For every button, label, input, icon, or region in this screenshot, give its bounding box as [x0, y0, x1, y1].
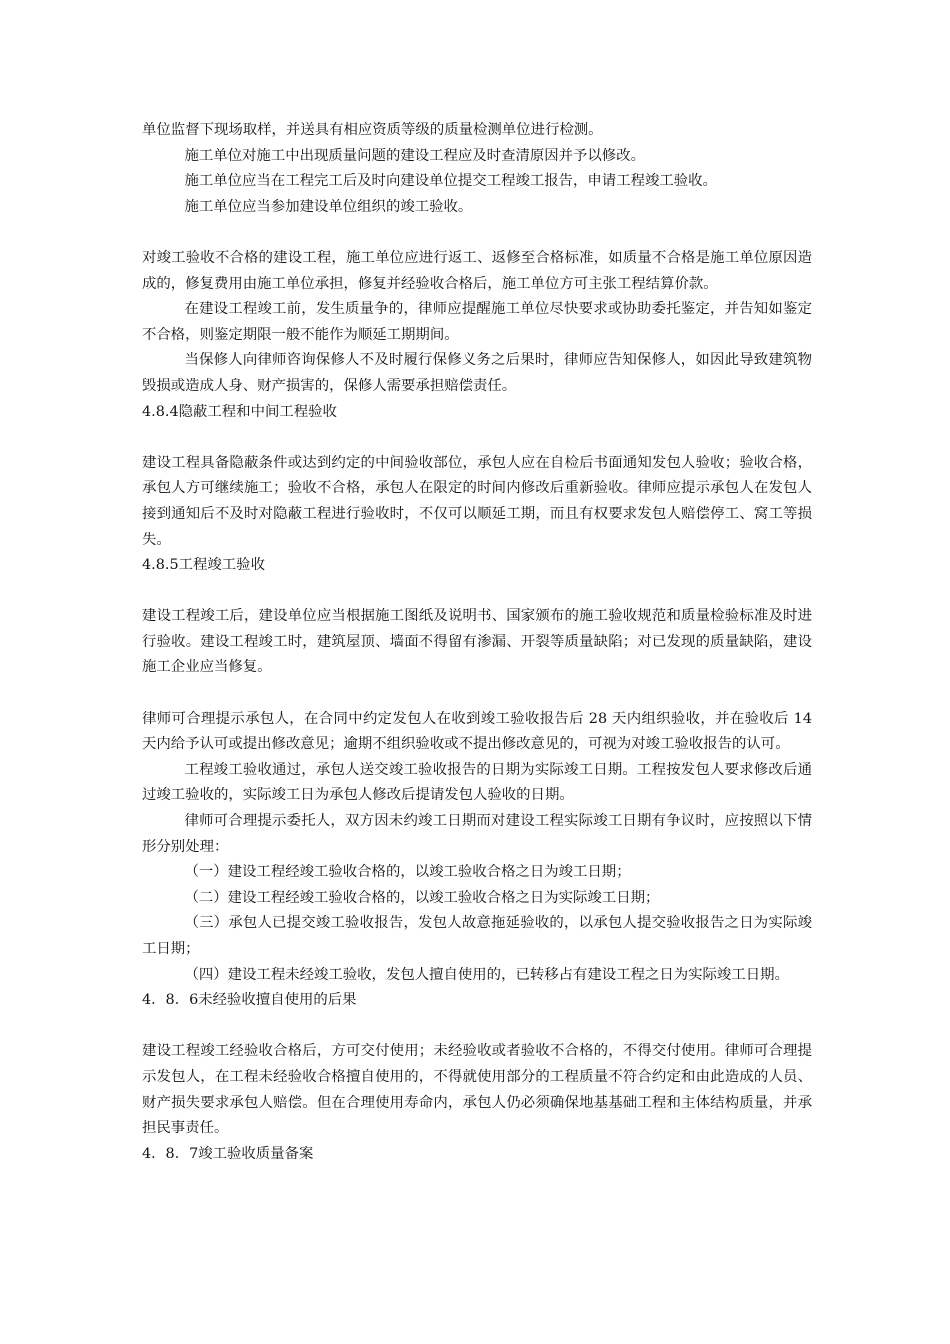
paragraph: 律师可合理提示委托人，双方因未约竣工日期而对建设工程实际竣工日期有争议时，应按照以下情形分别处理：: [142, 813, 812, 855]
paragraph: 在建设工程竣工前，发生质量争的，律师应提醒施工单位尽快要求或协助委托鉴定，并告知如鉴定不合格，则鉴定期限一般不能作为顺延工期期间。: [142, 301, 812, 343]
paragraph: 工程竣工验收通过，承包人送交竣工验收报告的日期为实际竣工日期。工程按发包人要求修改后通过竣工验收的，实际竣工日为承包人修改后提请发包人验收的日期。: [142, 761, 812, 804]
paragraph: 建设工程具备隐蔽条件或达到约定的中间验收部位，承包人应在自检后书面通知发包人验收；验收合格，承包人方可继续施工；验收不合格，承包人在限定的时间内修改后重新验收。律师应提示承包人在发包人接到通知后不及时对隐蔽工程进行验收时，不仅可以顺延工期，而且有权要求发包人赔偿停工、窝工等损失。: [142, 454, 812, 548]
paragraph: 当保修人向律师咨询保修人不及时履行保修义务之后果时，律师应告知保修人，如因此导致建筑物毁损或造成人身、财产损害的，保修人需要承担赔偿责任。: [142, 352, 812, 394]
section-heading: 4．8．7竣工验收质量备案: [142, 1145, 314, 1162]
section-heading: 4.8.4隐蔽工程和中间工程验收: [142, 403, 337, 420]
list-item: （二）建设工程经竣工验收合格的，以竣工验收合格之日为实际竣工日期；: [184, 889, 660, 906]
paragraph: 施工单位应当参加建设单位组织的竣工验收。: [184, 198, 473, 215]
paragraph: 施工单位应当在工程完工后及时向建设单位提交工程竣工报告，申请工程竣工验收。: [184, 173, 717, 190]
paragraph: 对竣工验收不合格的建设工程，施工单位应进行返工、返修至合格标准，如质量不合格是施工单位原因造成的，修复费用由施工单位承担，修复并经验收合格后，施工单位方可主张工程结算价款。: [142, 249, 812, 292]
list-item: （一）建设工程经竣工验收合格的，以竣工验收合格之日为竣工日期；: [184, 864, 631, 881]
document-body: [142, 118, 812, 1167]
paragraph: 建设工程竣工后，建设单位应当根据施工图纸及说明书、国家颁布的施工验收规范和质量检验标准及时进行验收。建设工程竣工时，建筑屋顶、墙面不得留有渗漏、开裂等质量缺陷；对已发现的质量缺陷，建设施工企业应当修复。: [142, 608, 812, 676]
paragraph: 建设工程竣工经验收合格后，方可交付使用；未经验收或者验收不合格的，不得交付使用。律师可合理提示发包人，在工程未经验收合格擅自使用的，不得就使用部分的工程质量不符合约定和由此造成的人员、财产损失要求承包人赔偿。但在合理使用寿命内，承包人仍必须确保地基基础工程和主体结构质量，并承担民事责任。: [142, 1043, 812, 1137]
section-heading: 4.8.5工程竣工验收: [142, 557, 265, 574]
paragraph: 律师可合理提示承包人，在合同中约定发包人在收到竣工验收报告后 28 天内组织验收，并在验收后 14 天内给予认可或提出修改意见；逾期不组织验收或不提出修改意见的，可视为对竣工验收报告的认可。: [142, 710, 812, 753]
section-heading: 4．8．6未经验收擅自使用的后果: [142, 992, 357, 1009]
paragraph: 施工单位对施工中出现质量问题的建设工程应及时查清原因并予以修改。: [184, 147, 645, 164]
paragraph: 单位监督下现场取样，并送具有相应资质等级的质量检测单位进行检测。: [142, 122, 603, 138]
list-item: （四）建设工程未经竣工验收，发包人擅自使用的，已转移占有建设工程之日为实际竣工日期。: [184, 966, 789, 983]
list-item: （三）承包人已提交竣工验收报告，发包人故意拖延验收的，以承包人提交验收报告之日为实际竣工日期；: [142, 915, 812, 957]
